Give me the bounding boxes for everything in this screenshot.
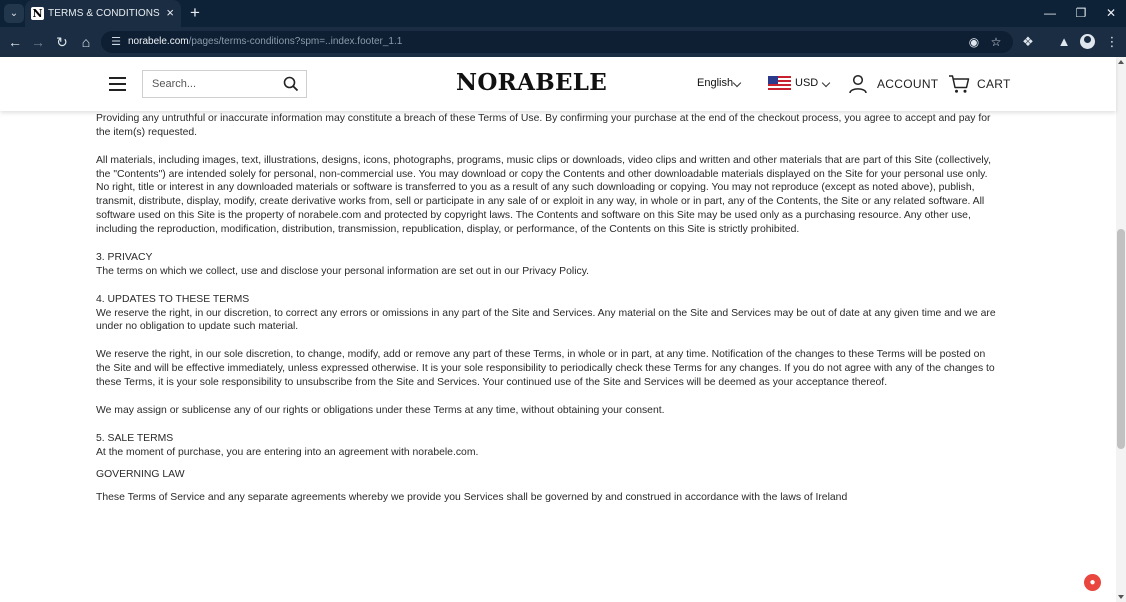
minimize-icon[interactable]: — <box>1044 6 1056 20</box>
text-line: the item(s) requested. <box>96 126 198 138</box>
tab-favicon: N <box>32 7 43 20</box>
restore-icon[interactable]: ❐ <box>1075 6 1087 20</box>
section-heading-updates: 4. UPDATES TO THESE TERMS <box>96 293 250 305</box>
search-input[interactable] <box>152 78 272 90</box>
url-text[interactable] <box>128 36 402 47</box>
scroll-up-icon[interactable] <box>1118 60 1124 64</box>
text-line: transmit, distribute, display, modify, create derivative works from, sell or participate in any sale of or exploit in any way, in whole or in part, any of the Contents, the Site or any related software. All <box>96 196 985 208</box>
text-line: Providing any untruthful or inaccurate information may constitute a breach of these Terms of Use. By confirming your purchase at the end of the checkout process, you agree to accept and pay for <box>96 112 991 124</box>
text-line: software used on this Site is the property of norabele.com and protected by copyright laws. The Contents and software on this Site may be used only as a purchasing resource. Any other use, <box>96 210 971 222</box>
section-heading-privacy: 3. PRIVACY <box>96 251 153 263</box>
kebab-menu-icon[interactable]: ⋮ <box>1105 34 1119 49</box>
page-scrollbar[interactable] <box>1116 57 1126 602</box>
puzzle-icon[interactable]: ❖ <box>1022 34 1034 49</box>
text-line: At the moment of purchase, you are entering into an agreement with norabele.com. <box>96 446 479 458</box>
terms-content <box>96 98 1020 505</box>
address-bar[interactable] <box>101 31 1013 53</box>
text-line: these Terms, it is your sole responsibility to unsubscribe from the Site and Services. Your continued use of the Site and Services will be deemed as your acceptance thereof. <box>96 377 888 389</box>
text-line: under no obligation to update such material. <box>96 321 299 333</box>
browser-tab[interactable] <box>25 0 181 27</box>
site-logo[interactable]: NORABELE <box>456 69 608 96</box>
search-box <box>142 70 307 98</box>
forward-arrow-icon[interactable]: → <box>31 34 45 50</box>
window-close-icon[interactable]: ✕ <box>1105 6 1117 20</box>
text-line: the "Contents") are intended solely for personal, non-commercial use. You may download or copy the Contents and other downloadable materials displayed on the Site for your personal use only. <box>96 168 988 180</box>
account-link[interactable]: ACCOUNT <box>877 77 939 91</box>
tab-close-icon[interactable]: × <box>166 5 174 20</box>
text-line: We reserve the right, in our discretion, to correct any errors or omissions in any part of the Site and Services. Any material on the Site and Services may be out of date at any given time and we are <box>96 307 996 319</box>
flask-icon[interactable]: ▲ <box>1057 34 1071 49</box>
tab-title: TERMS & CONDITIONS <box>48 8 160 19</box>
currency-chevron-down-icon[interactable] <box>822 79 830 87</box>
chat-widget-icon[interactable]: ● <box>1084 574 1101 591</box>
text-line: We reserve the right, in our sole discretion, to change, modify, add or remove any part of these Terms, in whole or in part, at any time. Notification of the changes to these Terms will be posted on <box>96 349 986 361</box>
scroll-thumb[interactable] <box>1117 229 1125 449</box>
text-line: We may assign or sublicense any of our rights or obligations under these Terms at any time, without obtaining your consent. <box>96 404 665 416</box>
cart-link[interactable]: CART <box>977 77 1011 91</box>
eye-off-icon[interactable]: ◉ <box>968 35 980 49</box>
language-selector[interactable]: English <box>697 77 734 89</box>
profile-icon[interactable] <box>1080 34 1095 49</box>
us-flag-icon[interactable] <box>768 76 791 90</box>
url-host: norabele.com <box>128 36 189 47</box>
cart-icon[interactable] <box>948 74 970 94</box>
tab-search-chevron-down-icon[interactable]: ⌄ <box>4 4 24 23</box>
text-line: The terms on which we collect, use and disclose your personal information are set out in our Privacy Policy. <box>96 265 590 277</box>
section-heading-sale-terms: 5. SALE TERMS <box>96 432 174 444</box>
url-path: /pages/terms-conditions?spm=..index.footer_1.1 <box>188 36 403 47</box>
text-line: All materials, including images, text, illustrations, designs, icons, photographs, programs, music clips or downloads, video clips and written and other materials that are part of this Site (collectively, <box>96 154 991 166</box>
language-chevron-down-icon[interactable] <box>733 79 741 87</box>
reload-icon[interactable]: ↻ <box>56 34 68 50</box>
new-tab-plus-icon[interactable]: + <box>190 3 200 22</box>
browser-toolbar <box>0 27 1126 57</box>
star-icon[interactable]: ☆ <box>990 35 1002 49</box>
home-icon[interactable]: ⌂ <box>81 34 91 50</box>
text-line: the Site and will be effective immediately, unless expressed otherwise. It is your sole responsibility to periodically check these Terms for any changes. If you do not agree with any of the changes to <box>96 363 995 375</box>
text-line: No right, title or interest in any downloaded materials or software is transferred to you as a result of any such downloading or copying. You may not reproduce (except as noted above), publish, <box>96 182 975 194</box>
currency-selector[interactable]: USD <box>795 77 819 89</box>
search-icon[interactable] <box>283 76 299 92</box>
site-header <box>0 57 1116 111</box>
section-heading-governing-law: GOVERNING LAW <box>96 469 185 481</box>
tune-icon[interactable]: ☰ <box>111 36 121 48</box>
back-arrow-icon[interactable]: ← <box>8 34 22 50</box>
browser-tab-strip <box>0 0 1126 27</box>
text-line: including the reproduction, modification, distribution, transmission, republication, display, or performance, of the Contents on this Site is strictly prohibited. <box>96 224 800 236</box>
account-icon[interactable] <box>848 74 868 94</box>
hamburger-menu-icon[interactable] <box>109 77 126 91</box>
scroll-down-icon[interactable] <box>1118 595 1124 599</box>
text-line: These Terms of Service and any separate agreements whereby we provide you Services shall be governed by and construed in accordance with the laws of Ireland <box>96 492 848 504</box>
